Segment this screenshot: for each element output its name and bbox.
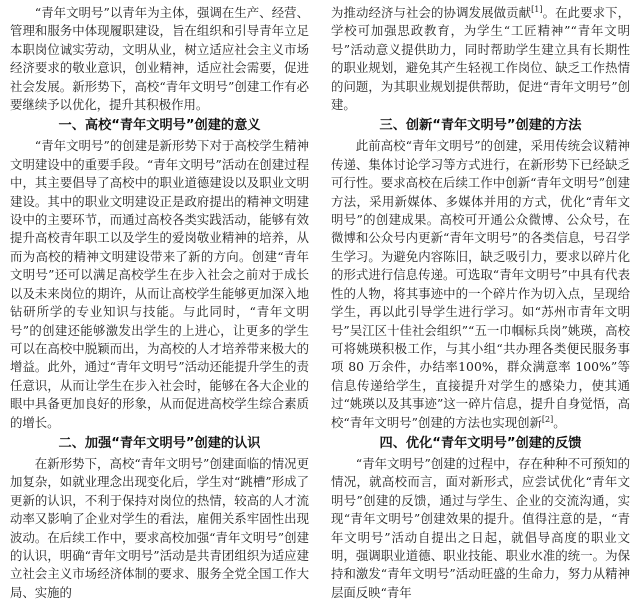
section-3-text-tail: 。	[553, 414, 566, 430]
continued-text: 为推动经济与社会的协调发展做贡献	[331, 5, 532, 20]
section-heading-2: 二、加强“青年文明号”创建的认识	[58, 435, 261, 451]
left-column	[10, 4, 309, 600]
right-column	[331, 4, 631, 600]
section-2-paragraph: 在新形势下，高校“青年文明号”创建面临的情况更加复杂，如就业理念出现变化后，学生对“跳槽”形成了更新的认识，不利于保持对岗位的热情，较高的人才流动率又影响了企业对学生的看法，雇佣关系牢固性出现波动。在后续工作中，要求高校加强“青年文明号”创建的认识，明确“青年文明号”活动是共青团组织为适应建立社会主义市场经济体制的要求、服务全党全国工作大局、实施的	[10, 455, 309, 600]
section-3-paragraph	[331, 137, 630, 432]
citation-1: [1]	[531, 4, 543, 14]
section-1-paragraph: “青年文明号”的创建是新形势下对于高校学生精神文明建设中的重要手段。“青年文明号”活动在创建过程中，其主要倡导了高校中的职业道德建设以及职业文明建设。其中的职业文明建设正是政府提出的精神文明建设中的主要环节，而通过高校各类实践活动，能够有效提升高校青年职工以及学生的爱岗敬业精神的培养，从而为高校的精神文明建设带来了新的方向。创建“青年文明号”还可以满足高校学生在步入社会之前对于成长以及未来岗位的期许，从而让高校学生能够更加深入地钻研所学的专业知识与技能。与此同时，“青年文明号”的创建还能够激发出学生的上进心，让更多的学生可以在高校中脱颖而出，为高校的人才培养带来极大的增益。此外，通过“青年文明号”活动还能提升学生的责任意识，从而让学生在步入社会时，能够在各大企业的眼中具备更加良好的形象，从而促进高校学生综合素质的增长。	[10, 138, 309, 430]
citation-2: [2]	[541, 414, 554, 424]
continued-paragraph	[331, 4, 630, 114]
intro-paragraph: “青年文明号”以青年为主体，强调在生产、经营、管理和服务中体现履职建设，旨在组织和引导青年立足本职岗位诚实劳动，文明从业，树立适应社会主义市场经济要求的敬业意识，创业精神，适应社会需要，促进社会发展。新形势下，高校“青年文明号”创建工作有必要继续予以优化，提升其积极作用。	[10, 5, 309, 113]
section-3-text: 此前高校“青年文明号”的创建，采用传统会议精神传递、集体讨论学习等方式进行，在新形势下已经缺乏可行性。要求高校在后续工作中创新“青年文明号”创建方法，采用新媒体、多媒体并用的方式，优化“青年文明号”的创建成果。高校可开通公众微博、公众号，在微博和公众号内更新“青年文明号”的各类信息，号召学生学习。为避免内容陈旧，缺乏吸引力，要求以碎片化的形式进行信息传递。可选取“青年文明号”中具有代表性的人物，将其事迹中的一个碎片作为切入点，呈现给学生，再以此引导学生进行学习。如“苏州市青年文明号”吴江区十佳社会组织”“五一巾帼标兵岗”姚瑛，高校可将姚瑛积极工作，与其小组“共办理各类便民服务事项 80 万余件，办结率100%，群众满意率 100%”等信息传递给学生，直接提升对学生的感染力，使其通过“姚瑛以及其事迹”这一碎片信息，提升自身觉悟，高校“青年文明号”创建的方法也实现创新	[331, 138, 630, 430]
section-heading-3: 三、创新“青年文明号”创建的方法	[379, 118, 582, 134]
continued-text-tail: 。在此要求下，学校可加强思政教育，为学生“工匠精神”“青年文明号”活动意义提供助力，同时帮助学生建立具有长期性的职业规划，避免其产生轻视工作岗位、缺乏工作热情的问题，为其职业规划提供帮助，促进“青年文明号”创建。	[331, 5, 631, 113]
section-heading-4: 四、优化“青年文明号”创建的反馈	[379, 435, 582, 451]
section-heading-1: 一、高校“青年文明号”创建的意义	[58, 118, 261, 134]
section-4-paragraph: “青年文明号”创建的过程中，存在种种不可预知的情况，就高校而言，面对新形式，应尝试优化“青年文明号”创建的反馈，通过与学生、企业的交流沟通，实现“青年文明号”创建效果的提升。值得注意的是，“青年文明号”活动自提出之日起，就倡导高度的职业文明，强调职业道德、职业技能、职业水准的统一。为保持和激发“青年文明号”活动旺盛的生命力，努力从精神层面反映“青年	[331, 455, 630, 600]
